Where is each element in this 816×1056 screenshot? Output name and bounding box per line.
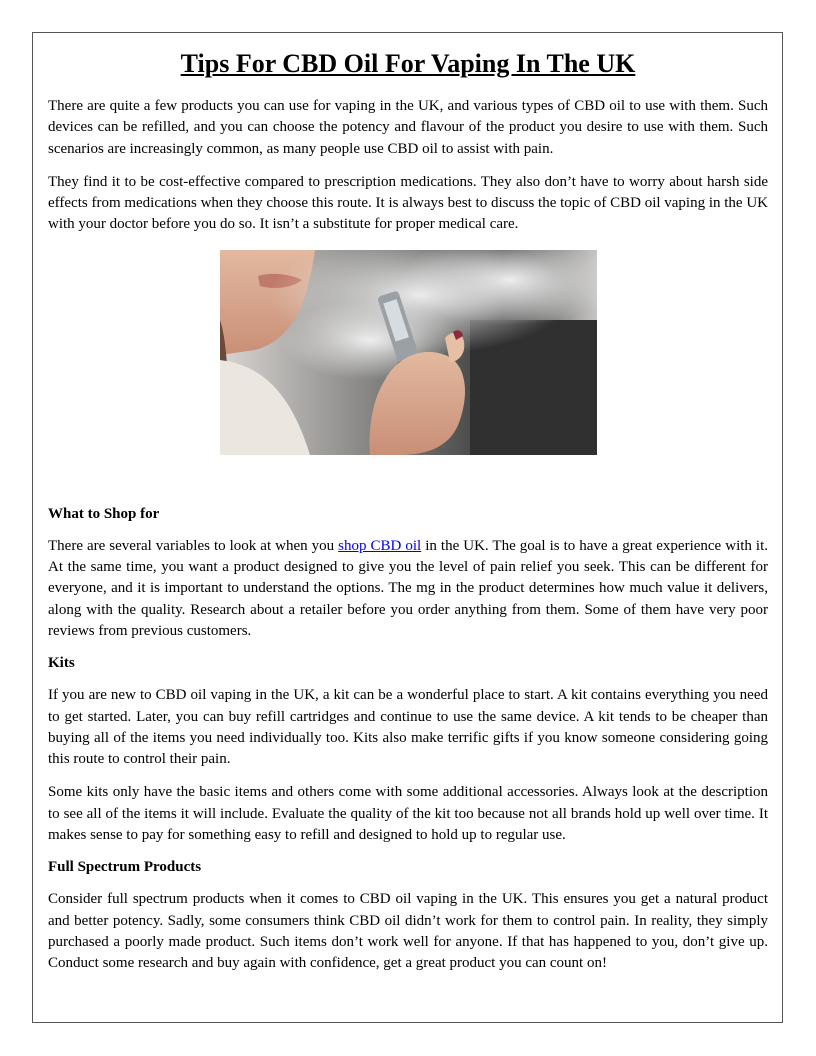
- shop-cbd-oil-link[interactable]: shop CBD oil: [338, 537, 422, 554]
- woman-vaping-photo: [220, 250, 597, 455]
- kits-paragraph-2: Some kits only have the basic items and others come with some additional accessories. Always look at the description to see all of the items it will include. Evaluate the quality of the kit too because not all brands hold up well over time. It makes sense to pay for something easy to refill and designed to hold up to regular use.: [48, 784, 768, 844]
- kits-paragraph-1: If you are new to CBD oil vaping in the UK, a kit can be a wonderful place to start. A kit contains everything you need to get started. Later, you can buy refill cartridges and continue to use the same device. A kit tends to be cheaper than buying all of the items you need individually too. Kits also make terrific gifts if you know someone considering going this route to control their pain.: [48, 687, 768, 768]
- section-heading-kits: Kits: [48, 655, 75, 672]
- what-to-shop-paragraph: [48, 536, 768, 642]
- page-title: Tips For CBD Oil For Vaping In The UK: [180, 49, 636, 78]
- document-body: [48, 47, 768, 975]
- intro-paragraph-2: They find it to be cost-effective compared to prescription medications. They also don’t have to worry about harsh side effects from medications when they choose this route. It is always best to discuss the topic of CBD oil vaping in the UK with your doctor before you do so. It isn’t a substitute for proper medical care.: [48, 173, 769, 233]
- what-to-shop-text-before: There are several variables to look at when you: [48, 537, 339, 554]
- section-heading-what-to-shop: What to Shop for: [48, 505, 160, 522]
- section-heading-full-spectrum: Full Spectrum Products: [48, 859, 202, 876]
- what-to-shop-text-after: in the UK. The goal is to have a great experience with it. At the same time, you want a product designed to give you the level of pain relief you seek. This can be different for everyone, and it is important to understand the options. The mg in the product determines how much value it delivers, along with the quality. Research about a retailer before you order anything from them. Some of them have very poor reviews from previous customers.: [48, 537, 768, 639]
- full-spectrum-paragraph: Consider full spectrum products when it comes to CBD oil vaping in the UK. This ensures you get a natural product and better potency. Sadly, some consumers think CBD oil didn’t work for them to control pain. In reality, they simply purchased a poorly made product. Such items don’t work well for anyone. If that has happened to you, don’t give up. Conduct some research and buy again with confidence, get a great product you can count on!: [48, 891, 768, 972]
- intro-paragraph-1: There are quite a few products you can use for vaping in the UK, and various types of CBD oil to use with them. Such devices can be refilled, and you can choose the potency and flavour of the product you desire to use with them. Such scenarios are increasingly common, as many people use CBD oil to assist with pain.: [48, 98, 768, 157]
